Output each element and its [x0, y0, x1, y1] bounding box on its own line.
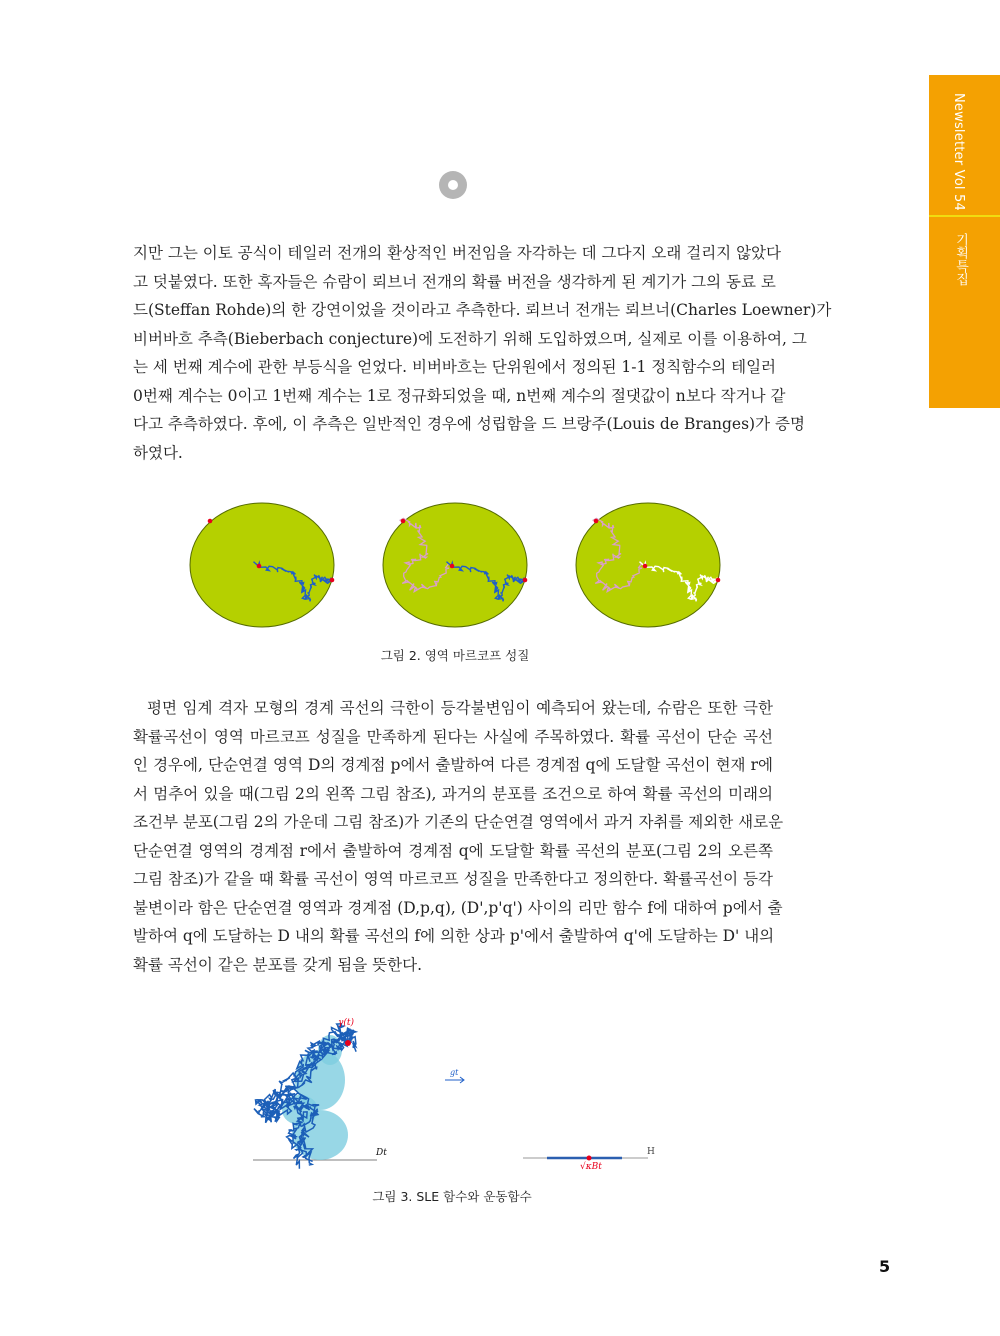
text-line: 0번째 계수는 0이고 1번째 계수는 1로 정규화되었을 때, n번째 계수의 절댓값이 n보다 작거나 같 — [133, 386, 786, 405]
boundary-point — [450, 564, 455, 569]
driving-point — [587, 1156, 592, 1161]
text-line: 지만 그는 이토 공식이 테일러 전개의 환상적인 버전임을 자각하는 데 그다지 오래 걸리지 않았다 — [133, 244, 782, 262]
halfplane-label: H — [647, 1147, 655, 1157]
text-line: 발하여 q에 도달하는 D 내의 확률 곡선의 f에 의한 상과 p'에서 출발하여 q'에 도달하는 D' 내의 — [133, 927, 775, 945]
text-line: 는 세 번째 계수에 관한 부등식을 얻었다. 비버바흐는 단위원에서 정의된 1-1 정칙함수의 테일러 — [133, 358, 777, 376]
gamma-label: γ(t) — [338, 1018, 355, 1028]
figure-2-caption: 그림 2. 영역 마르코프 성질 — [380, 648, 530, 663]
tip-point — [345, 1040, 351, 1046]
boundary-point — [643, 564, 648, 569]
text-line: 다고 추측하였다. 후에, 이 추측은 일반적인 경우에 성립함을 드 브랑주(Louis de Branges)가 증명 — [133, 415, 805, 433]
text-line: 확률 곡선이 같은 분포를 갖게 됨을 뜻한다. — [133, 955, 423, 974]
text-line: 평면 임계 격자 모형의 경계 곡선의 극한이 등각불변임이 예측되어 왔는데, 슈람은 또한 극한 — [147, 699, 773, 717]
boundary-point — [257, 564, 262, 569]
text-line: 드(Steffan Rohde)의 한 강연이었을 것이라고 추측한다. 뢰브너 전개는 뢰브너(Charles Loewner)가 — [133, 301, 832, 319]
driving-function-label: √κBt — [580, 1162, 602, 1172]
text-line: 불변이라 함은 단순연결 영역과 경계점 (D,p,q), (D',p'q') 사이의 리만 함수 f에 대하여 p에서 출 — [133, 898, 783, 917]
paragraph-2 — [133, 694, 784, 979]
section-label: 기획특집 — [953, 233, 968, 286]
domain-label: Dt — [376, 1148, 387, 1158]
text-line: 조건부 분포(그림 2의 가운데 그림 참조)가 기존의 단순연결 영역에서 과거 자취를 제외한 새로운 — [133, 813, 784, 831]
page-number: 5 — [879, 1257, 891, 1276]
boundary-point — [208, 519, 213, 524]
text-line: 서 멈추어 있을 때(그림 2의 왼쪽 그림 참조), 과거의 분포를 조건으로 하여 확률 곡선의 미래의 — [133, 784, 773, 803]
text-line: 하였다. — [133, 443, 183, 462]
figure-3-sle — [253, 1024, 648, 1169]
boundary-point — [716, 578, 721, 583]
boundary-point — [594, 519, 599, 524]
text-line: 비버바흐 추측(Bieberbach conjecture)에 도전하기 위해 도입하였으며, 실제로 이를 이용하여, 그 — [133, 329, 807, 348]
text-line: 그림 참조)가 같을 때 확률 곡선이 영역 마르코프 성질을 만족한다고 정의한다. 확률곡선이 등각 — [133, 870, 773, 888]
newsletter-volume-label: Newsletter Vol 54 — [951, 93, 966, 211]
text-line: 인 경우에, 단순연결 영역 D의 경계점 p에서 출발하여 다른 경계점 q에 도달할 곡선이 현재 r에 — [133, 756, 773, 774]
figure-2-domain-markov — [190, 503, 720, 627]
boundary-point — [401, 519, 406, 524]
map-label: gt — [450, 1068, 459, 1077]
text-line: 단순연결 영역의 경계점 r에서 출발하여 경계점 q에 도달할 확률 곡선의 분포(그림 2의 오른쪽 — [133, 841, 773, 860]
boundary-point — [330, 578, 335, 583]
boundary-point — [523, 578, 528, 583]
figure-3-caption: 그림 3. SLE 함수와 운동함수 — [372, 1189, 532, 1204]
text-line: 확률곡선이 영역 마르코프 성질을 만족하게 된다는 사실에 주목하였다. 확률 곡선이 단순 곡선 — [133, 727, 773, 746]
text-line: 고 덧붙였다. 또한 혹자들은 슈람이 뢰브너 전개의 확률 버전을 생각하게 된 계기가 그의 동료 로 — [133, 272, 776, 291]
